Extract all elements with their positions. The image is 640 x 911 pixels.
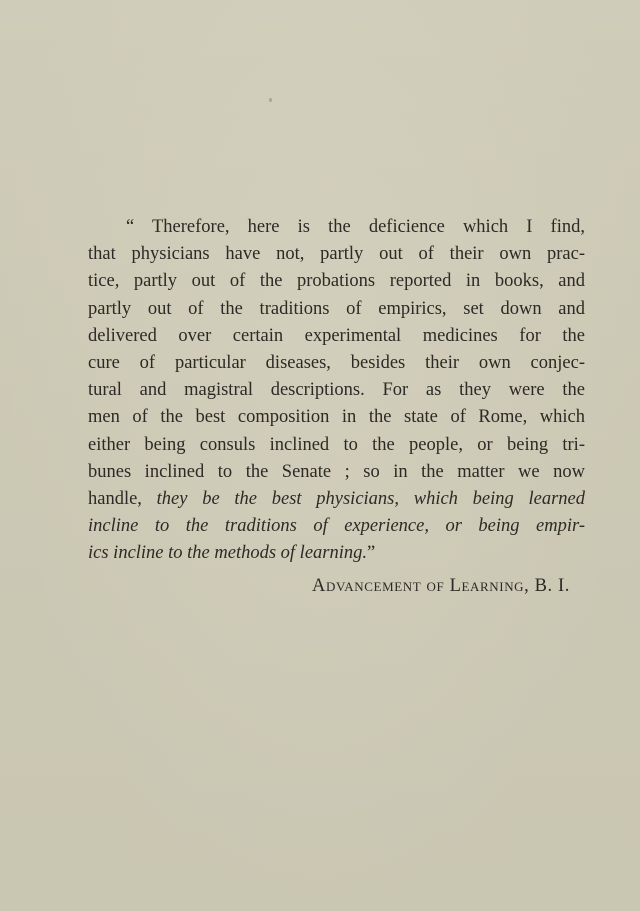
epigraph-quote — [88, 214, 585, 567]
quote-line: bunes inclined to the Senate ; so in the matter we now — [88, 461, 585, 482]
quote-line — [88, 486, 585, 513]
quote-line: either being consuls inclined to the people, or being tri- — [88, 434, 585, 455]
quote-line: that physicians have not, partly out of their own prac- — [88, 244, 585, 265]
quote-line: cure of particular diseases, besides their own conjec- — [88, 352, 585, 373]
quote-line — [88, 540, 585, 567]
quote-line: tural and magistral descriptions. For as they were the — [88, 380, 585, 401]
quote-line: “ Therefore, here is the deficience which I find, — [126, 217, 585, 237]
quote-line: men of the best composition in the state of Rome, which — [88, 407, 585, 428]
closing-quote-mark: ” — [367, 543, 376, 564]
quote-line: tice, partly out of the probations reported in books, and — [88, 271, 585, 292]
quote-line: partly out of the traditions of empirics, set down and — [88, 298, 585, 319]
quote-line: incline to the traditions of experience, or being empir- — [88, 516, 585, 537]
attribution: Advancement of Learning, B. I. — [312, 576, 570, 596]
quote-italic-text: ics incline to the methods of learning. — [88, 543, 367, 564]
quote-italic-text: they be the best physicians, which being learned — [156, 488, 585, 509]
quote-line: delivered over certain experimental medicines for the — [88, 325, 585, 346]
quote-roman-text: handle, — [88, 488, 157, 509]
ink-spot — [269, 98, 272, 102]
